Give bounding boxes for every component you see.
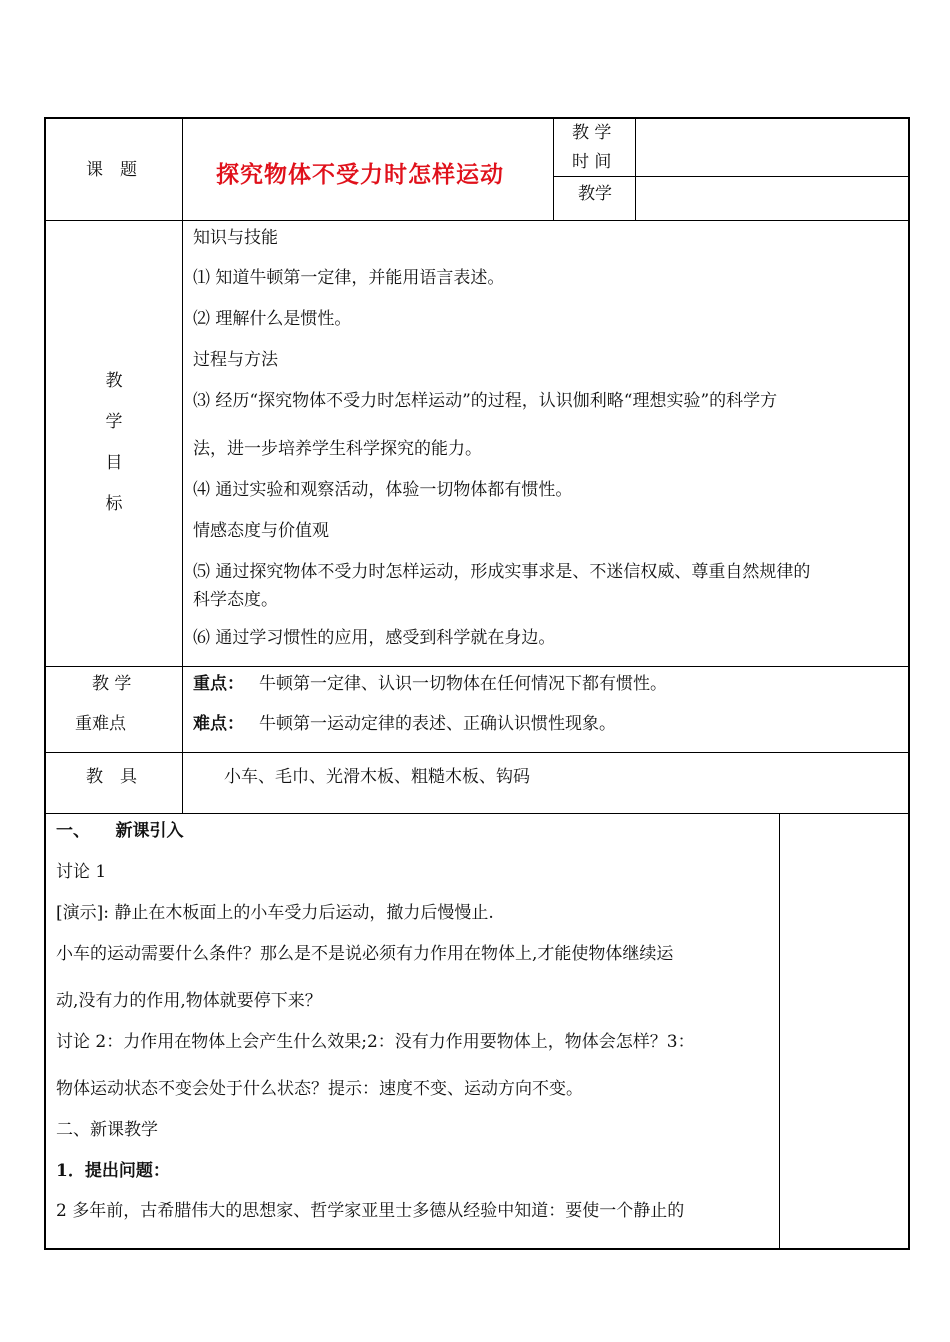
body-line: [演示]: 静止在木板面上的小车受力后运动，撤力后慢慢止.: [56, 903, 494, 923]
body-line: 动,没有力的作用,物体就要停下来？: [56, 991, 322, 1011]
objective-line: ⑴ 知道牛顿第一定律，并能用语言表述。: [193, 268, 505, 288]
row-divider-objectives: [44, 666, 910, 667]
col-divider-time: [635, 117, 636, 220]
objective-line: ⑸ 通过探究物体不受力时怎样运动，形成实事求是、不迷信权威、尊重自然规律的: [193, 562, 811, 582]
col-divider-title: [553, 117, 554, 220]
topic-label: 课 题: [86, 160, 137, 180]
row-divider-tools: [44, 813, 910, 814]
tools-text: 小车、毛巾、光滑木板、粗糙木板、钩码: [224, 767, 530, 787]
time-label-line2: 时 间: [572, 152, 612, 172]
objective-line: 法，进一步培养学生科学探究的能力。: [193, 439, 482, 459]
objectives-label-3: 目: [105, 453, 123, 473]
table-border-top: [44, 117, 910, 119]
objective-line: ⑹ 通过学习惯性的应用，感受到科学就在身边。: [193, 628, 556, 648]
col-divider-body: [779, 813, 780, 1248]
objective-line: 科学态度。: [193, 590, 278, 610]
row-divider-keypoints: [44, 752, 910, 753]
tools-label: 教 具: [86, 767, 137, 787]
teach-label: 教学: [578, 184, 612, 204]
lesson-title: 探究物体不受力时怎样运动: [216, 162, 504, 188]
key-point-label: 重点：: [193, 674, 244, 694]
objectives-label-1: 教: [105, 371, 123, 391]
objective-line: 知识与技能: [193, 228, 278, 248]
objectives-label-4: 标: [105, 494, 123, 514]
section-heading-2: 二、新课教学: [56, 1120, 158, 1140]
body-line: 2 多年前，古希腊伟大的思想家、哲学家亚里士多德从经验中知道：要使一个静止的: [56, 1201, 685, 1221]
difficulty-label: 难点：: [193, 714, 244, 734]
table-border-bottom: [44, 1248, 910, 1250]
row-divider-time: [553, 176, 910, 177]
objective-line: ⑵ 理解什么是惯性。: [193, 309, 352, 329]
body-line: 讨论 1: [56, 862, 107, 882]
col-divider-label: [182, 117, 183, 813]
row-divider-header: [44, 220, 910, 221]
objective-line: ⑶ 经历“探究物体不受力时怎样运动”的过程，认识伽利略“理想实验”的科学方: [193, 391, 778, 411]
table-border-left: [44, 117, 46, 1250]
keypoints-label-line1: 教 学: [92, 674, 132, 694]
keypoints-label-line2: 重难点: [75, 714, 126, 734]
objective-line: 过程与方法: [193, 350, 278, 370]
time-label-line1: 教 学: [572, 123, 612, 143]
table-border-right: [908, 117, 910, 1250]
subsection-heading: 1．提出问题：: [56, 1161, 170, 1181]
body-line: 物体运动状态不变会处于什么状态？提示：速度不变、运动方向不变。: [56, 1079, 583, 1099]
objective-line: ⑷ 通过实验和观察活动，体验一切物体都有惯性。: [193, 480, 573, 500]
objectives-label-2: 学: [105, 412, 123, 432]
key-point-text: 牛顿第一定律、认识一切物体在任何情况下都有惯性。: [259, 674, 667, 694]
body-line: 小车的运动需要什么条件？那么是不是说必须有力作用在物体上,才能使物体继续运: [56, 944, 674, 964]
body-line: 讨论 2：力作用在物体上会产生什么效果;2：没有力作用要物体上，物体会怎样？3：: [56, 1032, 695, 1052]
difficulty-text: 牛顿第一运动定律的表述、正确认识惯性现象。: [259, 714, 616, 734]
section-heading: 一、 新课引入: [56, 821, 184, 841]
objective-line: 情感态度与价值观: [193, 521, 329, 541]
